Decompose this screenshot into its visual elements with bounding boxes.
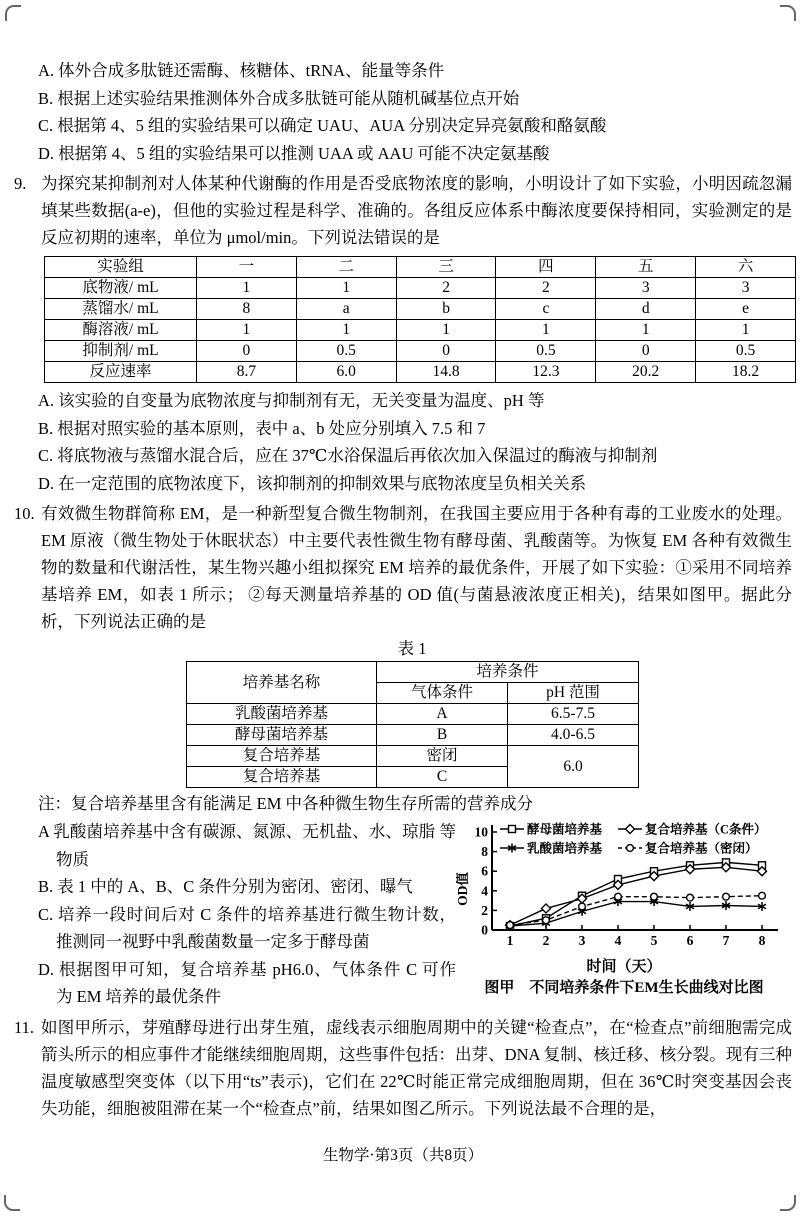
table-cell: 0.5	[296, 341, 396, 362]
svg-text:酵母菌培养基: 酵母菌培养基	[527, 822, 603, 837]
option-line: C. 将底物液与蒸馏水混合后，应在 37℃水浴保温后再依次加入保温过的酶液与抑制剂	[38, 446, 658, 465]
option-line: A 乳酸菌培养基中含有碳源、氮源、无机盐、水、琼脂 等物质	[38, 822, 456, 869]
table-cell: C	[377, 767, 508, 788]
table-cell: 1	[296, 320, 396, 341]
table-cell: 0	[197, 341, 297, 362]
table-cell: 一	[197, 257, 297, 278]
table-cell: 六	[696, 257, 796, 278]
table-cell: 抑制剂/ mL	[45, 341, 197, 362]
q10-options	[38, 818, 456, 1011]
table-cell: 1	[197, 278, 297, 299]
option-line: B. 根据对照实验的基本原则，表中 a、b 处应分别填入 7.5 和 7	[38, 418, 486, 438]
table-row	[45, 299, 796, 320]
svg-text:4: 4	[614, 933, 622, 948]
table-cell: 密闭	[377, 746, 508, 767]
svg-text:复合培养基（C条件）: 复合培养基（C条件）	[645, 822, 767, 837]
svg-text:2: 2	[542, 933, 550, 948]
question-10	[14, 500, 792, 635]
table-cell: 乳酸菌培养基	[187, 704, 377, 725]
table-cell: 气体条件	[377, 683, 508, 704]
table-cell: 6.0	[296, 362, 396, 383]
option-line: D. 在一定范围的底物浓度下，该抑制剂的抑制效果与底物浓度呈负相关关系	[38, 473, 587, 493]
svg-text:8: 8	[758, 933, 766, 948]
question-number: 11.	[14, 1017, 35, 1037]
svg-text:1: 1	[506, 933, 514, 948]
q9-table	[44, 256, 796, 383]
option-line: B. 表 1 中的 A、B、C 条件分别为密闭、密闭、曝气	[38, 877, 413, 896]
chart-x-axis-label: 时间（天）	[586, 959, 662, 975]
table-row	[45, 362, 796, 383]
table-cell: 3	[696, 278, 796, 299]
table-cell: 8	[197, 299, 297, 320]
option-line: A. 体外合成多肽链还需酶、核糖体、tRNA、能量等条件	[38, 61, 445, 80]
svg-text:8: 8	[481, 844, 488, 860]
table-cell: 3	[596, 278, 696, 299]
page-footer: 生物学·第3页（共8页）	[322, 1146, 484, 1164]
table-cell: 2	[396, 278, 496, 299]
table-cell: 8.7	[197, 362, 297, 383]
table-cell: c	[496, 299, 596, 320]
table-cell: 五	[596, 257, 696, 278]
table-cell: b	[396, 299, 496, 320]
table-row	[45, 257, 796, 278]
svg-text:乳酸菌培养基: 乳酸菌培养基	[527, 841, 603, 856]
table-cell: 18.2	[696, 362, 796, 383]
table-cell: 6.0	[508, 746, 639, 788]
q9-options	[38, 387, 792, 497]
svg-text:OD值: OD值	[456, 872, 470, 906]
table1-title: 表 1	[397, 639, 427, 658]
table-cell: 20.2	[596, 362, 696, 383]
table1-note: 注：复合培养基里含有能满足 EM 中各种微生物生存所需的营养成分	[38, 794, 533, 813]
question-text: 如图甲所示，芽殖酵母进行出芽生殖，虚线表示细胞周期中的关键“检查点”，在“检查点”前细胞需完成箭头所示的相应事件才能继续细胞周期，这些事件包括：出芽、DNA 复制、核迁移、核分裂。现有三种温度敏感型突变体（以下用“ts”表示)，它们在 22℃时能正常完成细胞周期，但在 36℃时突变基因会丧失功能，细胞被阻滞在某一个“检查点”前，结果如图乙所示。下列说法最不合理的是，	[41, 1017, 792, 1118]
table-cell: 4.0-6.5	[508, 725, 639, 746]
table-cell: 14.8	[396, 362, 496, 383]
table-cell: 1	[696, 320, 796, 341]
option-line: C. 培养一段时间后对 C 条件的培养基进行微生物计数， 推测同一视野中乳酸菌数量一定多于酵母菌	[38, 904, 456, 951]
svg-text:2: 2	[481, 902, 488, 918]
table-cell: 12.3	[496, 362, 596, 383]
table-cell: 复合培养基	[187, 746, 377, 767]
table-cell: 0	[596, 341, 696, 362]
question-text: 为探究某抑制剂对人体某种代谢酶的作用是否受底物浓度的影响，小明设计了如下实验，小明因疏忽漏填某些数据(a-e)，但他的实验过程是科学、准确的。各组反应体系中酶浓度要保持相同，实验测定的是反应初期的速率，单位为 μmol/min。下列说法错误的是	[41, 174, 792, 247]
table-cell: 1	[496, 320, 596, 341]
question-9	[14, 170, 792, 251]
table-row	[45, 320, 796, 341]
table-cell: 1	[197, 320, 297, 341]
option-line: A. 该实验的自变量为底物浓度与抑制剂有无，无关变量为温度、pH 等	[38, 391, 545, 410]
option-line: D. 根据第 4、5 组的实验结果可以推测 UAA 或 AAU 可能不决定氨基酸	[38, 143, 550, 163]
table-cell: 培养条件	[377, 662, 639, 683]
table-cell: 1	[296, 278, 396, 299]
table-cell: 反应速率	[45, 362, 197, 383]
table-cell: a	[296, 299, 396, 320]
svg-text:7: 7	[722, 933, 730, 948]
table-cell: 底物液/ mL	[45, 278, 197, 299]
q8-options	[38, 57, 792, 167]
table-cell: 三	[396, 257, 496, 278]
table-cell: 酶溶液/ mL	[45, 320, 197, 341]
table-cell: d	[596, 299, 696, 320]
table-cell: 0.5	[696, 341, 796, 362]
table-cell: 实验组	[45, 257, 197, 278]
question-number: 10.	[14, 504, 35, 523]
table-cell: 二	[296, 257, 396, 278]
table-row	[45, 341, 796, 362]
svg-text:5: 5	[650, 933, 658, 948]
table-cell: 复合培养基	[187, 767, 377, 788]
svg-text:6: 6	[686, 933, 694, 948]
svg-text:10: 10	[474, 824, 488, 840]
table-cell: 四	[496, 257, 596, 278]
table-cell: 0.5	[496, 341, 596, 362]
growth-curve-chart	[456, 818, 792, 1011]
table-cell: B	[377, 725, 508, 746]
table-cell: e	[696, 299, 796, 320]
table-cell: A	[377, 704, 508, 725]
question-11	[14, 1014, 792, 1122]
svg-text:6: 6	[481, 863, 488, 879]
option-line: B. 根据上述实验结果推测体外合成多肽链可能从随机碱基位点开始	[38, 88, 520, 108]
table-cell: 0	[396, 341, 496, 362]
option-line: C. 根据第 4、5 组的实验结果可以确定 UAU、AUA 分别决定异亮氨酸和酪氨酸	[38, 116, 607, 135]
question-number: 9.	[14, 174, 27, 193]
chart-caption: 图甲 不同培养条件下EM生长曲线对比图	[484, 980, 764, 996]
svg-text:3: 3	[578, 933, 586, 948]
svg-text:复合培养基（密闭）: 复合培养基（密闭）	[645, 841, 758, 856]
table-cell: 1	[596, 320, 696, 341]
table1	[186, 661, 639, 788]
chart-plot	[456, 818, 792, 949]
option-line: D. 根据图甲可知，复合培养基 pH6.0、气体条件 C 可作 为 EM 培养的最优条件	[38, 959, 456, 1006]
table-cell: 酵母菌培养基	[187, 725, 377, 746]
table-cell: 培养基名称	[187, 662, 377, 704]
svg-text:0: 0	[481, 922, 488, 938]
table-cell: 6.5-7.5	[508, 704, 639, 725]
table-row	[45, 278, 796, 299]
table1-wrap	[186, 637, 638, 788]
table-cell: 2	[496, 278, 596, 299]
table-cell: 1	[396, 320, 496, 341]
q10-options-and-chart	[14, 818, 792, 1011]
table-cell: pH 范围	[508, 683, 639, 704]
svg-text:4: 4	[481, 883, 488, 899]
question-text: 有效微生物群简称 EM，是一种新型复合微生物制剂，在我国主要应用于各种有毒的工业废水的处理。EM 原液（微生物处于休眠状态）中主要代表性微生物有酵母菌、乳酸菌等。为恢复 EM 各种有效微生物的数量和代谢活性，某生物兴趣小组拟探究 EM 培养的最优条件，开展了如下实验：①采用不同培养基培养 EM，如表 1 所示； ②每天测量培养基的 OD 值(与菌悬液浓度正相关)，结果如图甲。据此分析，下列说法正确的是	[41, 504, 792, 631]
table-cell: 蒸馏水/ mL	[45, 299, 197, 320]
